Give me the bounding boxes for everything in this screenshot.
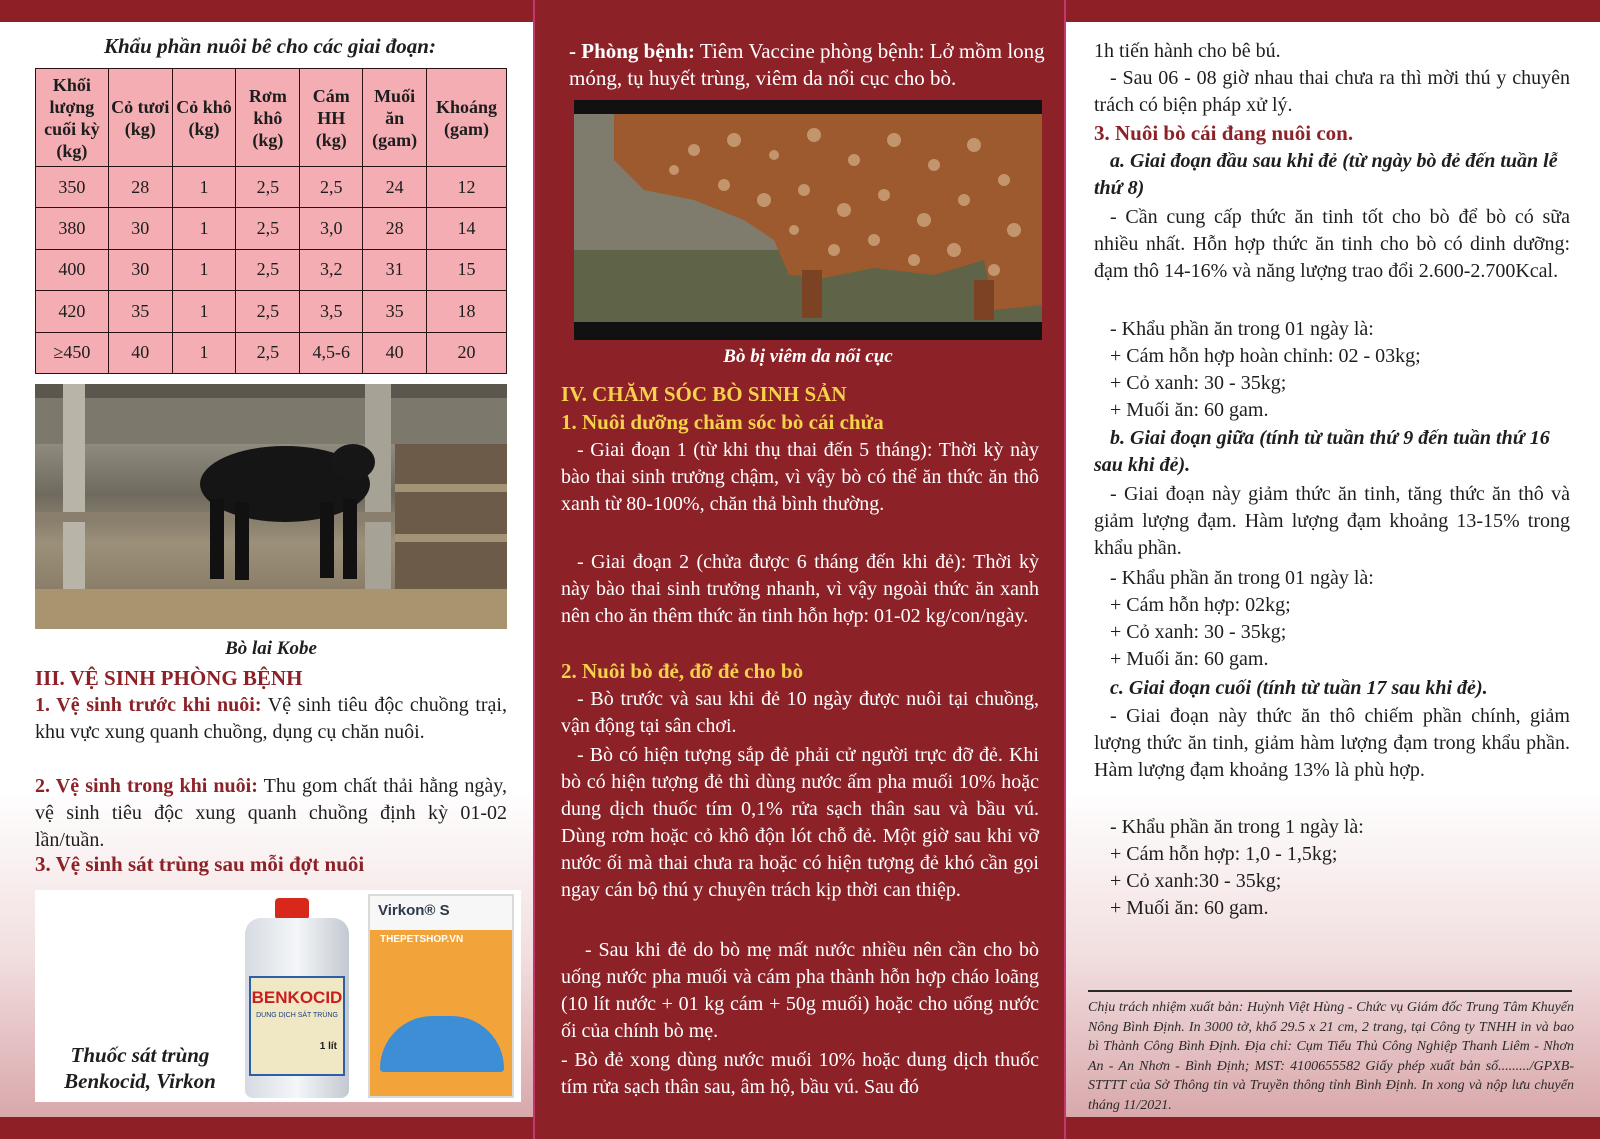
table-row	[36, 167, 507, 208]
pregnancy-stage-2: - Giai đoạn 2 (chửa được 6 tháng đến khi đẻ): Thời kỳ này bào thai sinh trưởng nhanh, vì vậy ngoài thức ăn xanh nên cho ăn thêm thức ăn tinh hỗn hợp: 01-02 kg/con/ngày.	[561, 551, 1039, 627]
table-cell: 2,5	[300, 167, 363, 208]
virkon-sachet	[368, 894, 514, 1098]
header-cell: Khối lượng cuối kỳ (kg)	[36, 69, 109, 167]
products-caption	[35, 1042, 245, 1094]
table-row	[36, 208, 507, 249]
table-cell: 380	[36, 208, 109, 249]
virkon-site: THEPETSHOP.VN	[380, 934, 464, 945]
section-4-title: IV. CHĂM SÓC BÒ SINH SẢN	[561, 382, 847, 406]
table-header-row	[36, 69, 507, 167]
table-row	[36, 291, 507, 332]
table-row	[36, 332, 507, 373]
lumpy-skin-cow-photo	[574, 100, 1042, 340]
prevention-paragraph	[569, 38, 1045, 92]
table-cell: 2,5	[236, 291, 300, 332]
item-1-paragraph	[35, 692, 507, 746]
header-cell: Cám HH (kg)	[300, 69, 363, 167]
table-cell: 40	[108, 332, 172, 373]
right-intro-2: - Sau 06 - 08 giờ nhau thai chưa ra thì mời thú y chuyên trách có biện pháp xử lý.	[1094, 67, 1570, 116]
table-cell: 3,0	[300, 208, 363, 249]
header-cell: Muối ăn (gam)	[363, 69, 427, 167]
right-intro-1: 1h tiến hành cho bê bú.	[1094, 40, 1281, 62]
stage-a-title: a. Giai đoạn đầu sau khi đẻ (từ ngày bò đẻ đến tuần lễ thứ 8)	[1094, 150, 1558, 199]
table-cell: 20	[427, 332, 507, 373]
table-cell: 2,5	[236, 332, 300, 373]
stage-c-ration-item: + Cỏ xanh:30 - 35kg;	[1110, 870, 1282, 892]
stage-a-ration-intro: - Khẩu phần ăn trong 01 ngày là:	[1110, 318, 1374, 340]
virkon-header	[370, 896, 512, 930]
bottle-label	[249, 976, 345, 1076]
header-cell: Cỏ khô (kg)	[172, 69, 236, 167]
table-cell: 31	[363, 249, 427, 290]
table-cell: 1	[172, 332, 236, 373]
kobe-cow-caption: Bò lai Kobe	[225, 638, 317, 659]
table-cell: 35	[363, 291, 427, 332]
stage-c-ration-intro: - Khẩu phần ăn trong 1 ngày là:	[1110, 816, 1364, 838]
table-cell: 14	[427, 208, 507, 249]
table-cell: 1	[172, 167, 236, 208]
benkocid-volume: 1 lít	[319, 1041, 337, 1052]
table-cell: 2,5	[236, 167, 300, 208]
stage-a-ration-item: + Cỏ xanh: 30 - 35kg;	[1110, 372, 1287, 394]
table-row	[36, 249, 507, 290]
footer-divider	[1088, 990, 1572, 992]
table-cell: 2,5	[236, 249, 300, 290]
products-caption-line-1: Thuốc sát trùng	[70, 1043, 210, 1067]
birth-paragraph-1: - Bò trước và sau khi đẻ 10 ngày được nuôi tại chuồng, vận động tại sân chơi.	[561, 688, 1039, 737]
stage-c-ration-item: + Muối ăn: 60 gam.	[1110, 897, 1269, 919]
subsection-2-title: 2. Nuôi bò đẻ, đỡ đẻ cho bò	[561, 659, 804, 683]
prevention-text: Tiêm Vaccine phòng bệnh: Lở mồm long móng, tụ huyết trùng, viêm da nổi cục cho bò.	[569, 39, 1045, 90]
publication-footer: Chịu trách nhiệm xuất bản: Huỳnh Việt Hùng - Chức vụ Giám đốc Trung Tâm Khuyến Nông Bình Định. In 3000 tờ, khổ 29.5 x 21 cm, 2 trang, tại Công ty TNHH in và bao bì Thành Công Bình Định. Địa chỉ: Cụm Tiểu Thủ Công Nghiệp Thanh Liêm - Nhơn An - An Nhơn - Bình Định; MST: 4100655582 Giấy phép xuất bản số........./GPXB-STTTT của Sở Thông tin và Truyền thông tỉnh Bình Định. In xong và nộp lưu chuyển tháng 11/2021.	[1088, 1000, 1574, 1113]
item-2-lead: 2. Vệ sinh trong khi nuôi:	[35, 775, 258, 797]
stage-b-ration-item: + Cám hỗn hợp: 02kg;	[1110, 594, 1291, 616]
calf-feed-table	[35, 68, 507, 374]
table-cell: 28	[363, 208, 427, 249]
table-cell: 30	[108, 208, 172, 249]
kobe-cow-illustration	[35, 384, 507, 629]
right-section-3-title: 3. Nuôi bò cái đang nuôi con.	[1094, 121, 1354, 145]
table-cell: 28	[108, 167, 172, 208]
table-cell: 3,5	[300, 291, 363, 332]
table-cell: 400	[36, 249, 109, 290]
table-cell: 18	[427, 291, 507, 332]
header-cell: Cỏ tươi (kg)	[108, 69, 172, 167]
table-cell: 4,5-6	[300, 332, 363, 373]
item-1-text: Vệ sinh tiêu độc chuồng trại, khu vực xung quanh chuồng, dụng cụ chăn nuôi.	[35, 694, 507, 743]
benkocid-subtitle: DUNG DỊCH SÁT TRÙNG	[256, 1012, 338, 1019]
table-cell: ≥450	[36, 332, 109, 373]
stage-a-paragraph: - Cần cung cấp thức ăn tinh tốt cho bò để bò có sữa nhiều nhất. Hỗn hợp thức ăn tinh cho bò có dinh dưỡng: đạm thô 14-16% và năng lượng trao đổi 2.600-2.700Kcal.	[1094, 206, 1570, 282]
table-cell: 15	[427, 249, 507, 290]
birth-paragraph-4: - Bò đẻ xong dùng nước muối 10% hoặc dung dịch thuốc tím rửa sạch thân sau, âm hộ, bầu vú. Sau đó	[561, 1049, 1039, 1098]
stage-b-title: b. Giai đoạn giữa (tính từ tuần thứ 9 đến tuần thứ 16 sau khi đẻ).	[1094, 427, 1550, 476]
table-cell: 40	[363, 332, 427, 373]
virkon-graphic	[380, 1016, 504, 1072]
benkocid-bottle	[241, 898, 357, 1098]
item-2-paragraph	[35, 773, 507, 854]
birth-paragraph-2: - Bò có hiện tượng sắp đẻ phải cử người trực đỡ đẻ. Khi bò có hiện tượng đẻ thì dùng nước ấm pha muối 10% hoặc dung dịch thuốc tím 0,1% rửa sạch thân sau và bầu vú. Dùng rơm hoặc cỏ khô độn lót chỗ đẻ. Một giờ sau khi vỡ nước ối mà thai chưa ra hoặc có hiện tượng đẻ khó cần gọi ngay cán bộ thú y chuyên trách kịp thời can thiệp.	[561, 744, 1039, 901]
kobe-cow-photo	[35, 384, 507, 629]
table-cell: 24	[363, 167, 427, 208]
prevention-lead: - Phòng bệnh:	[569, 39, 696, 63]
stage-b-ration-item: + Cỏ xanh: 30 - 35kg;	[1110, 621, 1287, 643]
benkocid-brand: BENKOCID	[251, 988, 343, 1007]
item-3-title: 3. Vệ sinh sát trùng sau mỗi đợt nuôi	[35, 852, 365, 876]
stage-a-ration-item: + Cám hỗn hợp hoàn chỉnh: 02 - 03kg;	[1110, 345, 1421, 367]
stage-b-ration-intro: - Khẩu phần ăn trong 01 ngày là:	[1110, 567, 1374, 589]
table-cell: 1	[172, 208, 236, 249]
header-cell: Rơm khô (kg)	[236, 69, 300, 167]
item-1-lead: 1. Vệ sinh trước khi nuôi:	[35, 694, 262, 716]
table-cell: 350	[36, 167, 109, 208]
stage-c-title: c. Giai đoạn cuối (tính từ tuần 17 sau khi đẻ).	[1110, 677, 1488, 699]
stage-c-ration-item: + Cám hỗn hợp: 1,0 - 1,5kg;	[1110, 843, 1338, 865]
stage-b-ration-item: + Muối ăn: 60 gam.	[1110, 648, 1269, 670]
products-caption-line-2: Benkocid, Virkon	[64, 1069, 216, 1093]
table-cell: 2,5	[236, 208, 300, 249]
lumpy-skin-illustration	[574, 100, 1042, 340]
bottle-cap	[275, 898, 309, 920]
virkon-brand: Virkon® S	[378, 902, 450, 919]
feed-table-title: Khẩu phần nuôi bê cho các giai đoạn:	[104, 34, 436, 58]
table-cell: 1	[172, 249, 236, 290]
table-cell: 12	[427, 167, 507, 208]
stage-a-ration-item: + Muối ăn: 60 gam.	[1110, 399, 1269, 421]
stage-b-paragraph: - Giai đoạn này giảm thức ăn tinh, tăng thức ăn thô và giảm lượng đạm. Hàm lượng đạm khoảng 13-15% trong khẩu phần.	[1094, 483, 1570, 559]
table-cell: 3,2	[300, 249, 363, 290]
subsection-1-title: 1. Nuôi dưỡng chăm sóc bò cái chửa	[561, 410, 884, 434]
table-cell: 1	[172, 291, 236, 332]
lumpy-skin-caption: Bò bị viêm da nổi cục	[723, 346, 893, 367]
item-2-text: Thu gom chất thải hằng ngày, vệ sinh tiêu độc xung quanh chuồng định kỳ 01-02 lần/tuần.	[35, 775, 507, 851]
table-cell: 35	[108, 291, 172, 332]
disinfectant-products	[35, 890, 521, 1102]
section-3-title: III. VỆ SINH PHÒNG BỆNH	[35, 666, 303, 690]
pregnancy-stage-1: - Giai đoạn 1 (từ khi thụ thai đến 5 tháng): Thời kỳ này bào thai sinh trưởng chậm, vì vậy bò có thể ăn thức ăn thô xanh từ 80-100%, chăn thả bình thường.	[561, 439, 1039, 515]
table-cell: 30	[108, 249, 172, 290]
table-cell: 420	[36, 291, 109, 332]
stage-c-paragraph: - Giai đoạn này thức ăn thô chiếm phần chính, giảm lượng thức ăn tinh, giảm hàm lượng đạm trong khẩu phần. Hàm lượng đạm khoảng 13% là phù hợp.	[1094, 705, 1570, 781]
header-cell: Khoáng (gam)	[427, 69, 507, 167]
birth-paragraph-3: - Sau khi đẻ do bò mẹ mất nước nhiều nên cần cho bò uống nước pha muối và cám pha thành hỗn hợp cháo loãng (10 lít nước + 01 kg cám + 50g muối) hoặc cho uống nước ối của chính bò mẹ.	[561, 939, 1039, 1042]
